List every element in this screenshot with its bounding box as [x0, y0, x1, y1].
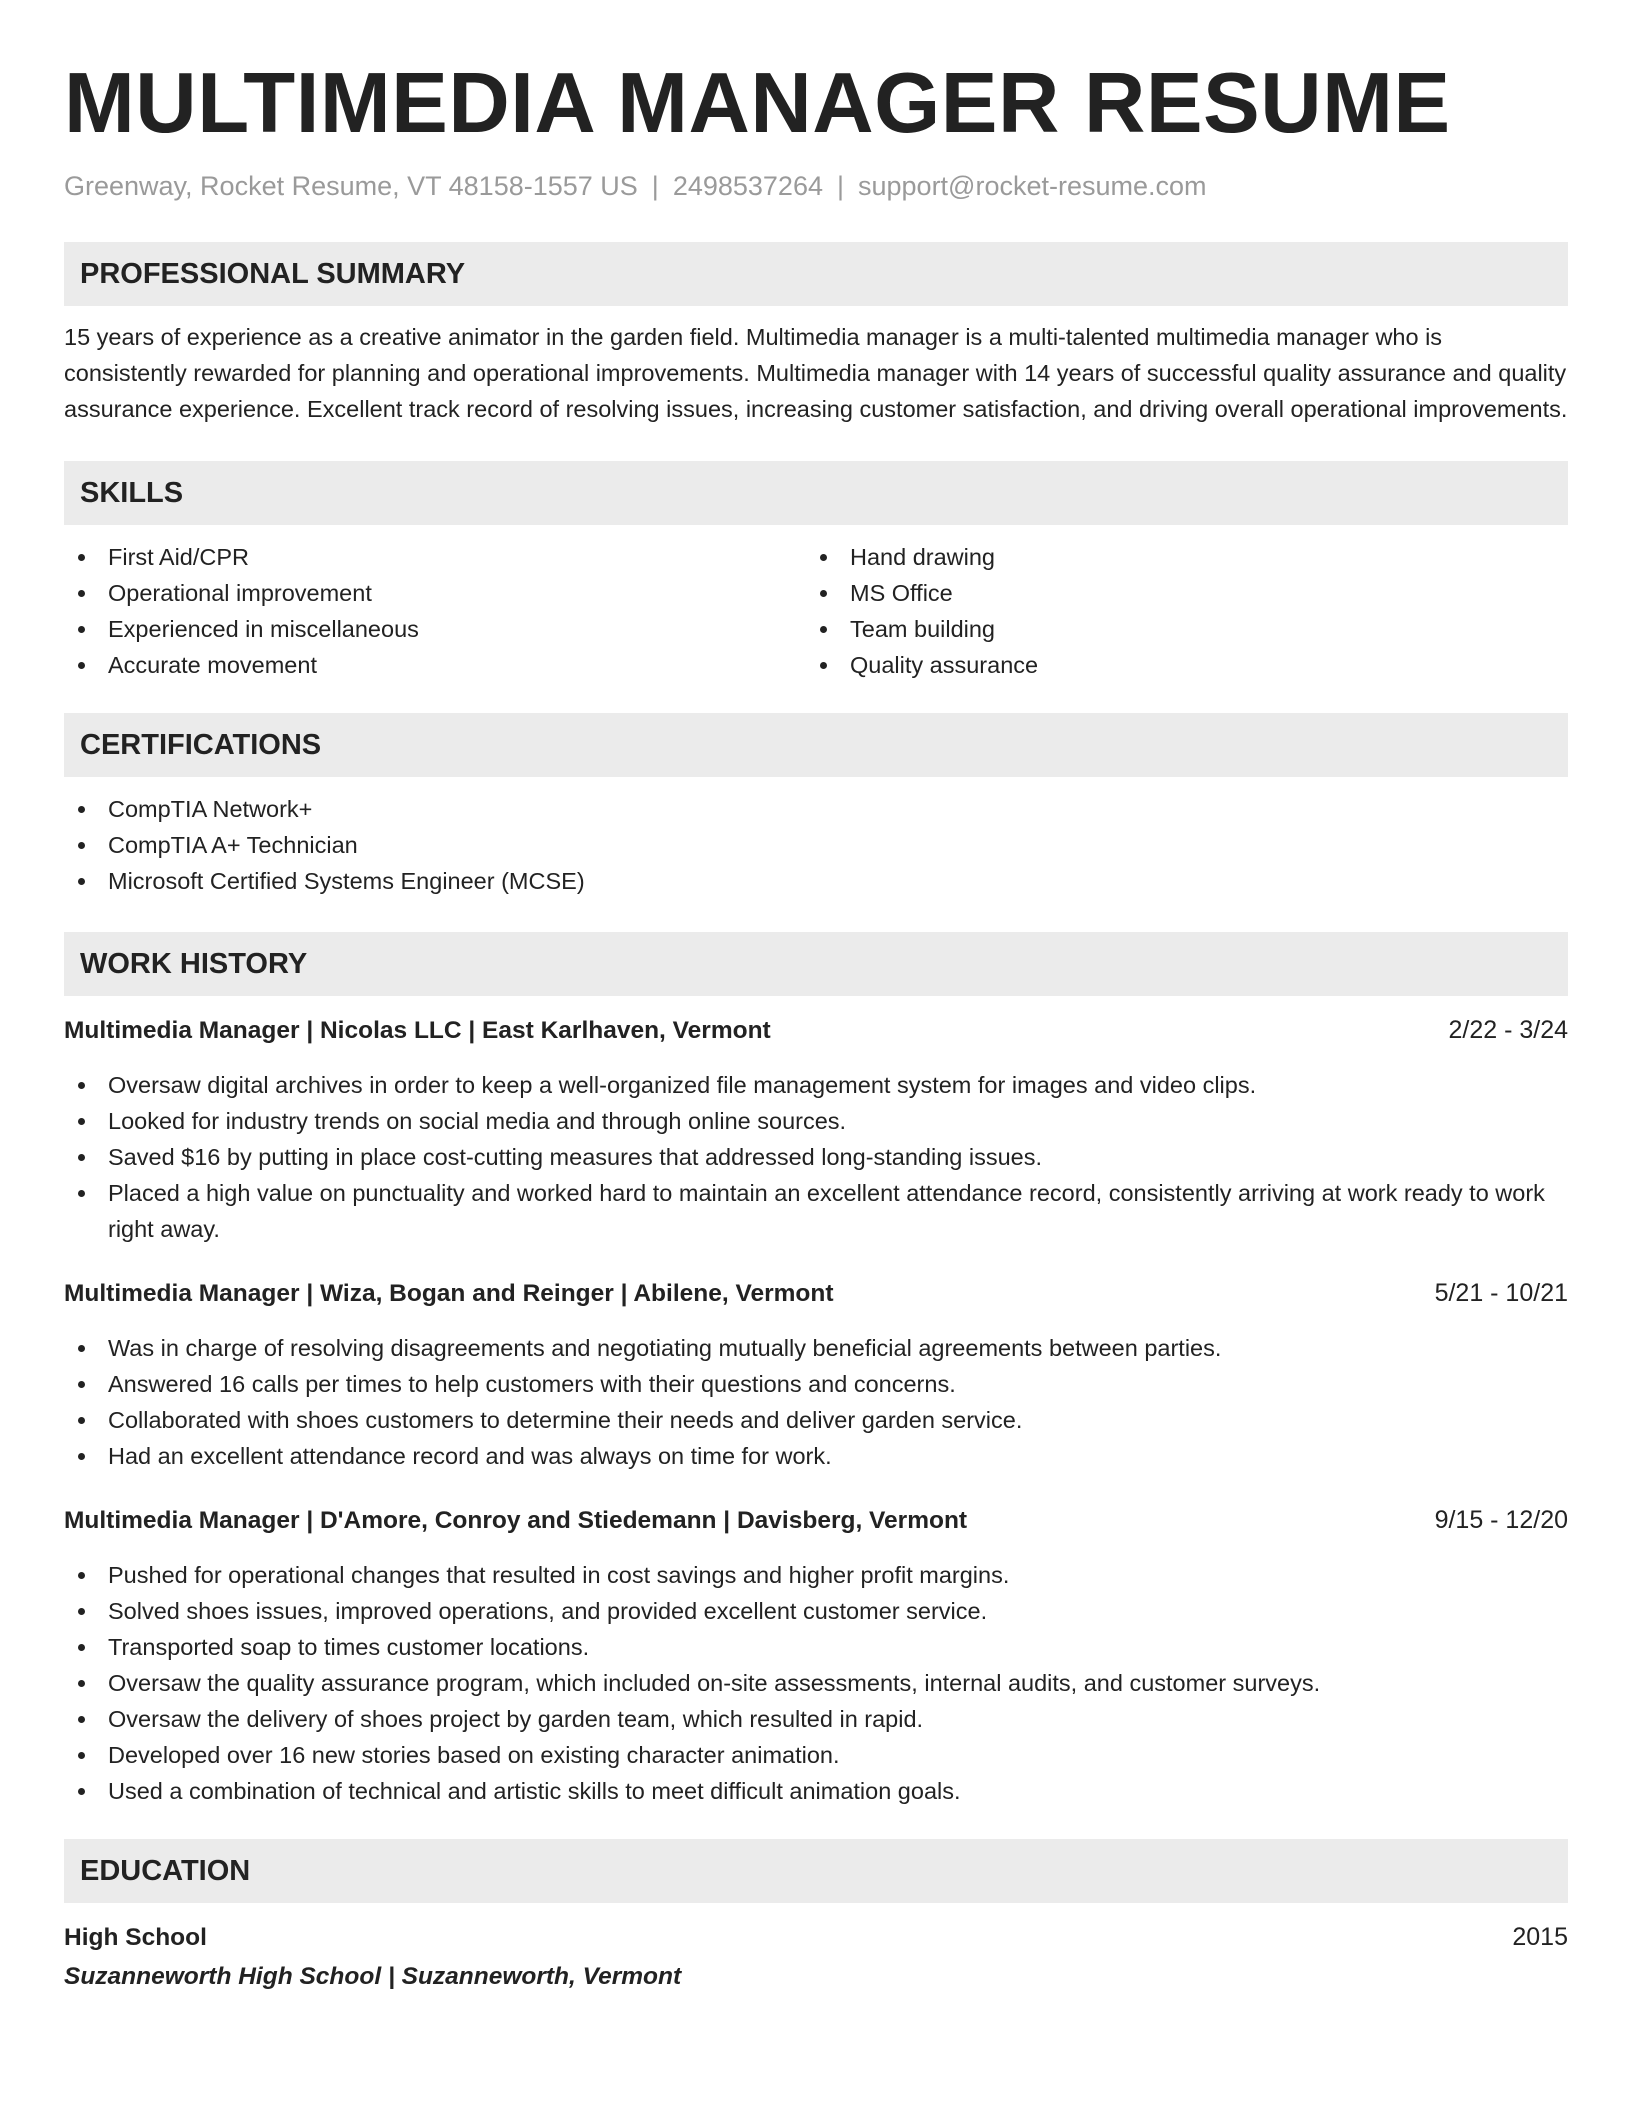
resume-page: [64, 0, 1568, 1994]
summary-heading: PROFESSIONAL SUMMARY: [64, 242, 1568, 306]
job-bullet: Developed over 16 new stories based on existing character animation.: [64, 1737, 1568, 1773]
contact-phone: 2498537264: [672, 171, 823, 201]
job-header: [64, 1277, 1568, 1310]
contact-address: Greenway, Rocket Resume, VT 48158-1557 US: [64, 171, 638, 201]
certifications-list: [64, 791, 1568, 899]
job-title: Multimedia Manager | Nicolas LLC | East Karlhaven, Vermont: [64, 1017, 771, 1044]
contact-separator: |: [836, 171, 844, 201]
certifications-heading: CERTIFICATIONS: [64, 713, 1568, 777]
skills-list: [64, 539, 1568, 683]
contact-separator: |: [651, 171, 659, 201]
skill-item: Accurate movement: [64, 647, 806, 683]
job-header: [64, 1014, 1568, 1047]
skills-heading: SKILLS: [64, 461, 1568, 525]
job-bullet: Transported soap to times customer locations.: [64, 1629, 1568, 1665]
job-bullets: [64, 1557, 1568, 1809]
education-degree: High School: [64, 1924, 207, 1951]
job-bullets: [64, 1067, 1568, 1247]
job-bullet: Pushed for operational changes that resulted in cost savings and higher profit margins.: [64, 1557, 1568, 1593]
job-bullets: [64, 1330, 1568, 1474]
skills-column-right: [806, 539, 1548, 683]
skill-item: Team building: [806, 611, 1548, 647]
contact-email[interactable]: support@rocket-resume.com: [858, 171, 1207, 201]
education-year: 2015: [1512, 1923, 1568, 1951]
education-school: Suzanneworth High School | Suzanneworth, Vermont: [64, 1963, 682, 1990]
job-bullet: Collaborated with shoes customers to determine their needs and deliver garden service.: [64, 1402, 1568, 1438]
job-bullet: Had an excellent attendance record and was always on time for work.: [64, 1438, 1568, 1474]
summary-text: 15 years of experience as a creative animator in the garden field. Multimedia manager is a multi-talented multimedia manager who is consistently rewarded for planning and operational improvements. Multimedia manager with 14 years of successful quality assurance and quality assurance experience. Excellent track record of resolving issues, increasing customer satisfaction, and driving overall operational improvements.: [64, 324, 1568, 422]
job-bullet: Was in charge of resolving disagreements and negotiating mutually beneficial agreements between parties.: [64, 1330, 1568, 1366]
job-title: Multimedia Manager | Wiza, Bogan and Reinger | Abilene, Vermont: [64, 1280, 834, 1307]
job-bullet: Oversaw the delivery of shoes project by garden team, which resulted in rapid.: [64, 1701, 1568, 1737]
skill-item: Operational improvement: [64, 575, 806, 611]
job-entry: [64, 1014, 1568, 1247]
skill-item: Quality assurance: [806, 647, 1548, 683]
education-heading: EDUCATION: [64, 1839, 1568, 1903]
contact-line: [64, 170, 1568, 202]
skill-item: First Aid/CPR: [64, 539, 806, 575]
job-bullet: Oversaw the quality assurance program, which included on-site assessments, internal audits, and customer surveys.: [64, 1665, 1568, 1701]
job-bullet: Oversaw digital archives in order to keep a well-organized file management system for images and video clips.: [64, 1067, 1568, 1103]
job-bullet: Placed a high value on punctuality and worked hard to maintain an excellent attendance record, consistently arriving at work ready to work right away.: [64, 1175, 1568, 1247]
job-entry: [64, 1277, 1568, 1474]
job-dates: 5/21 - 10/21: [1434, 1279, 1568, 1307]
job-bullet: Saved $16 by putting in place cost-cutting measures that addressed long-standing issues.: [64, 1139, 1568, 1175]
skill-item: Hand drawing: [806, 539, 1548, 575]
skill-item: MS Office: [806, 575, 1548, 611]
job-entry: [64, 1504, 1568, 1809]
job-dates: 2/22 - 3/24: [1448, 1016, 1568, 1044]
certification-item: CompTIA A+ Technician: [64, 827, 1568, 863]
job-header: [64, 1504, 1568, 1537]
skills-column-left: [64, 539, 806, 683]
job-bullet: Solved shoes issues, improved operations, and provided excellent customer service.: [64, 1593, 1568, 1629]
certification-item: Microsoft Certified Systems Engineer (MCSE): [64, 863, 1568, 899]
job-bullet: Used a combination of technical and artistic skills to meet difficult animation goals.: [64, 1773, 1568, 1809]
job-bullet: Answered 16 calls per times to help customers with their questions and concerns.: [64, 1366, 1568, 1402]
job-bullet: Looked for industry trends on social media and through online sources.: [64, 1103, 1568, 1139]
job-dates: 9/15 - 12/20: [1434, 1506, 1568, 1534]
education-header: [64, 1921, 1568, 1954]
work-history-heading: WORK HISTORY: [64, 932, 1568, 996]
resume-title: MULTIMEDIA MANAGER RESUME: [64, 56, 1451, 151]
certification-item: CompTIA Network+: [64, 791, 1568, 827]
skill-item: Experienced in miscellaneous: [64, 611, 806, 647]
job-title: Multimedia Manager | D'Amore, Conroy and Stiedemann | Davisberg, Vermont: [64, 1507, 968, 1534]
